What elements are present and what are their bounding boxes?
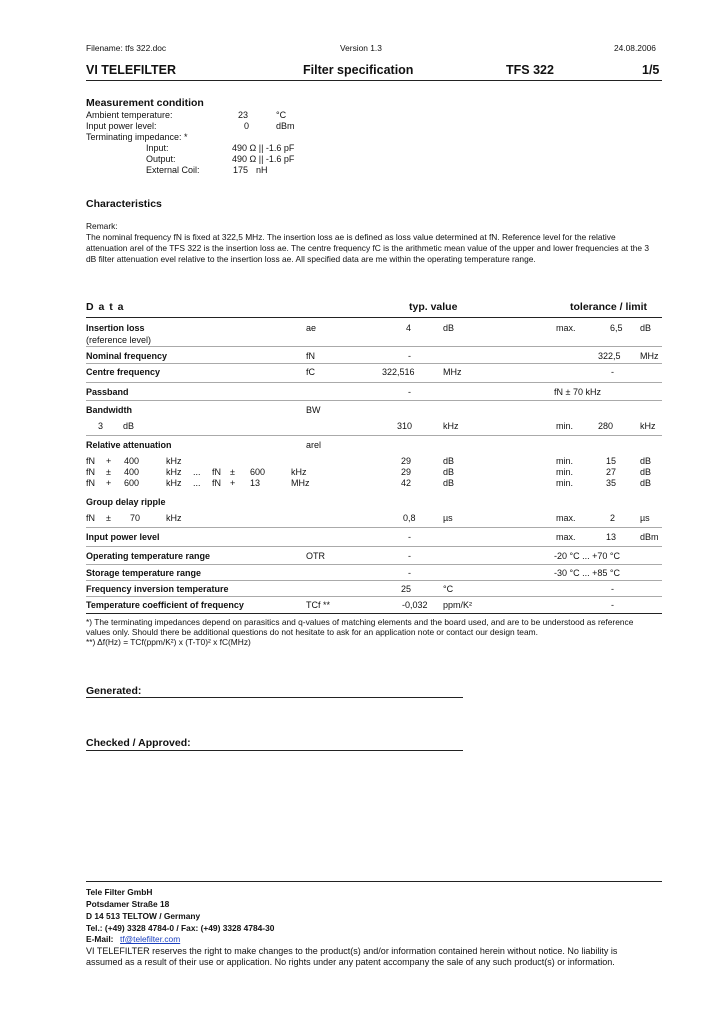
insertion-loss-label: Insertion loss bbox=[86, 323, 145, 333]
footer-company: Tele Filter GmbH bbox=[86, 887, 153, 897]
ra-cell-lim_unit: dB bbox=[640, 456, 652, 466]
row-divider bbox=[86, 580, 662, 581]
table-bottom-rule bbox=[86, 613, 662, 614]
tc-limit: - bbox=[611, 600, 614, 610]
gd-typ: 0,8 bbox=[403, 513, 416, 523]
ra-cell-typ: 29 bbox=[401, 467, 412, 477]
il-max: max. bbox=[556, 323, 576, 333]
disclaimer-line-1: VI TELEFILTER reserves the right to make changes to the product(s) and/or information contained herein without notice. No liability is bbox=[86, 946, 618, 956]
generated-label: Generated: bbox=[86, 685, 142, 697]
bw-unit: kHz bbox=[443, 421, 459, 431]
centre-frequency-label: Centre frequency bbox=[86, 367, 161, 377]
ra-cell-unit: dB bbox=[443, 467, 455, 477]
col-tolerance-header: tolerance / limit bbox=[570, 301, 648, 313]
ra-cell-c1: fN bbox=[86, 478, 95, 488]
tc-symbol: TCf ** bbox=[306, 600, 331, 610]
bw-limit-unit: kHz bbox=[640, 421, 656, 431]
ra-cell-lim_unit: dB bbox=[640, 467, 652, 477]
bw-level: 3 bbox=[98, 421, 104, 431]
characteristics-title: Characteristics bbox=[86, 198, 162, 210]
ra-cell-lim_unit: dB bbox=[640, 478, 652, 488]
pb-typ: - bbox=[408, 387, 411, 397]
col-data-header: D a t a bbox=[86, 301, 125, 313]
ip-limit-unit: dBm bbox=[640, 532, 659, 542]
power-value: 0 bbox=[244, 121, 250, 131]
ra-cell-c2: + bbox=[106, 478, 112, 488]
impedance-label: Terminating impedance: * bbox=[86, 132, 188, 142]
bw-typ: 310 bbox=[397, 421, 413, 431]
ra-cell-c3: 400 bbox=[124, 456, 140, 466]
gd-offset: 70 bbox=[130, 513, 141, 523]
ip-max: max. bbox=[556, 532, 576, 542]
ra-cell-c5: ... bbox=[193, 467, 201, 477]
row-divider bbox=[86, 546, 662, 547]
ra-cell-c6: fN bbox=[212, 467, 221, 477]
ra-cell-c4: kHz bbox=[166, 467, 182, 477]
op-typ: - bbox=[408, 551, 411, 561]
row-divider bbox=[86, 527, 662, 528]
product-name: TFS 322 bbox=[506, 63, 554, 77]
ip-limit: 13 bbox=[606, 532, 617, 542]
footer-email-label: E-Mail: bbox=[86, 934, 114, 944]
ra-cell-c2: ± bbox=[106, 467, 111, 477]
il-unit: dB bbox=[443, 323, 455, 333]
row-divider bbox=[86, 564, 662, 565]
footnote-1-line-1: *) The terminating impedances depend on parasitics and q-values of matching elements and the board used, and are to be understood as reference bbox=[86, 617, 634, 627]
operating-temp-label: Operating temperature range bbox=[86, 551, 211, 561]
ra-cell-unit: dB bbox=[443, 456, 455, 466]
passband-label: Passband bbox=[86, 387, 129, 397]
fi-unit: °C bbox=[443, 584, 454, 594]
fi-typ: 25 bbox=[401, 584, 412, 594]
gd-limit-unit: µs bbox=[640, 513, 650, 523]
nf-limit: 322,5 bbox=[598, 351, 621, 361]
doc-title: Filter specification bbox=[303, 63, 414, 77]
reference-level-label: (reference level) bbox=[86, 335, 152, 345]
ra-cell-min: min. bbox=[556, 467, 574, 477]
generated-signature-line bbox=[86, 697, 463, 698]
gd-fn: fN bbox=[86, 513, 95, 523]
ra-cell-c7: ± bbox=[230, 467, 235, 477]
cf-limit: - bbox=[611, 367, 614, 377]
storage-temp-label: Storage temperature range bbox=[86, 568, 202, 578]
il-typ: 4 bbox=[406, 323, 412, 333]
ra-symbol: arel bbox=[306, 440, 322, 450]
footnote-2: **) Δf(Hz) = TCf(ppm/K²) x (T-T0)² x fC(MHz) bbox=[86, 637, 251, 647]
ra-cell-min: min. bbox=[556, 456, 574, 466]
gd-limit: 2 bbox=[610, 513, 616, 523]
nominal-frequency-label: Nominal frequency bbox=[86, 351, 168, 361]
ip-typ: - bbox=[408, 532, 411, 542]
input-label: Input: bbox=[146, 143, 169, 153]
footnote-1-line-2: values only. Should there be additional questions do not hesitate to ask for an application note or contact our design team. bbox=[86, 627, 538, 637]
checked-label: Checked / Approved: bbox=[86, 737, 191, 749]
ra-cell-c6: fN bbox=[212, 478, 221, 488]
remark-line-1: The nominal frequency fN is fixed at 322,5 MHz. The insertion loss ae is defined as loss value determined at fN. Reference level for the relative bbox=[86, 232, 616, 242]
tc-unit: ppm/K² bbox=[443, 600, 473, 610]
checked-signature-line bbox=[86, 750, 463, 751]
gd-max: max. bbox=[556, 513, 576, 523]
op-symbol: OTR bbox=[306, 551, 325, 561]
coil-value: 175 bbox=[233, 165, 249, 175]
ra-cell-unit: dB bbox=[443, 478, 455, 488]
ra-cell-c3: 600 bbox=[124, 478, 140, 488]
ra-cell-c9: kHz bbox=[291, 467, 307, 477]
bandwidth-label: Bandwidth bbox=[86, 405, 132, 415]
ambient-value: 23 bbox=[238, 110, 249, 120]
coil-label: External Coil: bbox=[146, 165, 200, 175]
nf-symbol: fN bbox=[306, 351, 315, 361]
header-rule bbox=[86, 80, 662, 81]
gd-pm: ± bbox=[106, 513, 111, 523]
version: Version 1.3 bbox=[340, 43, 382, 53]
ra-cell-lim: 27 bbox=[606, 467, 617, 477]
ra-cell-lim: 35 bbox=[606, 478, 617, 488]
bw-limit: 280 bbox=[598, 421, 614, 431]
ra-cell-lim: 15 bbox=[606, 456, 617, 466]
output-label: Output: bbox=[146, 154, 176, 164]
measurement-title: Measurement condition bbox=[86, 97, 204, 109]
ra-cell-c1: fN bbox=[86, 456, 95, 466]
company-logo-text: VI TELEFILTER bbox=[86, 63, 177, 77]
nf-typ: - bbox=[408, 351, 411, 361]
footer-rule bbox=[86, 881, 662, 882]
il-limit: 6,5 bbox=[610, 323, 623, 333]
footer-email-link[interactable]: tf@telefilter.com bbox=[120, 934, 181, 944]
footer-city: D 14 513 TELTOW / Germany bbox=[86, 911, 201, 921]
bw-min: min. bbox=[556, 421, 574, 431]
remark-label: Remark: bbox=[86, 221, 118, 231]
footer-phone: Tel.: (+49) 3328 4784-0 / Fax: (+49) 3328 4784-30 bbox=[86, 923, 275, 933]
date: 24.08.2006 bbox=[614, 43, 656, 53]
bw-symbol: BW bbox=[306, 405, 321, 415]
output-value: 490 Ω || -1.6 pF bbox=[232, 154, 295, 164]
ra-cell-c1: fN bbox=[86, 467, 95, 477]
table-header-rule bbox=[86, 317, 662, 318]
row-divider bbox=[86, 382, 662, 383]
page-number: 1/5 bbox=[642, 63, 660, 77]
cf-typ: 322,516 bbox=[382, 367, 415, 377]
temp-coefficient-label: Temperature coefficient of frequency bbox=[86, 600, 244, 610]
op-limit: -20 °C ... +70 °C bbox=[554, 551, 620, 561]
coil-unit: nH bbox=[256, 165, 268, 175]
ra-cell-min: min. bbox=[556, 478, 574, 488]
tc-typ: -0,032 bbox=[402, 600, 428, 610]
power-label: Input power level: bbox=[86, 121, 157, 131]
il-limit-unit: dB bbox=[640, 323, 652, 333]
ra-cell-c8: 600 bbox=[250, 467, 266, 477]
row-divider bbox=[86, 346, 662, 347]
input-value: 490 Ω || -1.6 pF bbox=[232, 143, 295, 153]
row-divider bbox=[86, 363, 662, 364]
remark-line-3: dB filter attenuation evel relative to the insertion loss ae. All specified data are me within the operating temperature range. bbox=[86, 254, 536, 264]
ambient-label: Ambient temperature: bbox=[86, 110, 173, 120]
ra-cell-c9: MHz bbox=[291, 478, 310, 488]
relative-attenuation-label: Relative attenuation bbox=[86, 440, 172, 450]
gd-offset-unit: kHz bbox=[166, 513, 182, 523]
row-divider bbox=[86, 435, 662, 436]
col-typ-header: typ. value bbox=[409, 301, 458, 313]
ra-cell-typ: 29 bbox=[401, 456, 412, 466]
freq-inversion-label: Frequency inversion temperature bbox=[86, 584, 229, 594]
remark-line-2: attenuation arel of the TFS 322 is the insertion loss ae. The centre frequency fC is the arithmetic mean value of the upper and lower frequencies at the 3 bbox=[86, 243, 650, 253]
st-limit: -30 °C ... +85 °C bbox=[554, 568, 620, 578]
pb-limit: fN ± 70 kHz bbox=[554, 387, 601, 397]
ra-cell-c3: 400 bbox=[124, 467, 140, 477]
ra-cell-c8: 13 bbox=[250, 478, 261, 488]
fi-limit: - bbox=[611, 584, 614, 594]
il-symbol: ae bbox=[306, 323, 317, 333]
ra-cell-c2: + bbox=[106, 456, 112, 466]
ra-cell-c4: kHz bbox=[166, 456, 182, 466]
ra-cell-c5: ... bbox=[193, 478, 201, 488]
cf-unit: MHz bbox=[443, 367, 462, 377]
group-delay-label: Group delay ripple bbox=[86, 497, 166, 507]
gd-unit: µs bbox=[443, 513, 453, 523]
disclaimer-line-2: assumed as a result of their use or application. No rights under any patent accompany the sale of any such product(s) or information. bbox=[86, 957, 615, 967]
row-divider bbox=[86, 400, 662, 401]
input-power-label: Input power level bbox=[86, 532, 160, 542]
row-divider bbox=[86, 596, 662, 597]
nf-limit-unit: MHz bbox=[640, 351, 659, 361]
footer-street: Potsdamer Straße 18 bbox=[86, 899, 170, 909]
ra-cell-c7: + bbox=[230, 478, 236, 488]
ambient-unit: °C bbox=[276, 110, 287, 120]
bw-level-unit: dB bbox=[123, 421, 135, 431]
cf-symbol: fC bbox=[306, 367, 315, 377]
ra-cell-typ: 42 bbox=[401, 478, 412, 488]
power-unit: dBm bbox=[276, 121, 295, 131]
ra-cell-c4: kHz bbox=[166, 478, 182, 488]
filename: Filename: tfs 322.doc bbox=[86, 43, 167, 53]
st-typ: - bbox=[408, 568, 411, 578]
